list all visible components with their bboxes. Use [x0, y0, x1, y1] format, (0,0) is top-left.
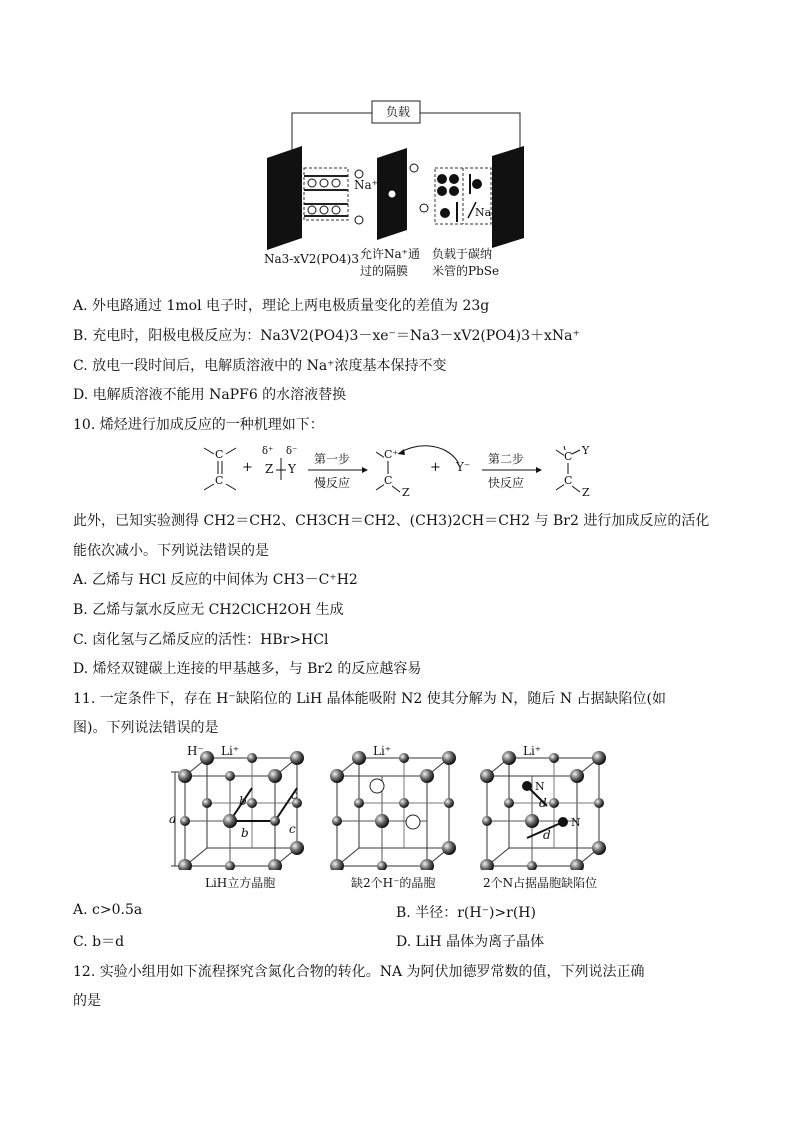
load-label: 负载 — [386, 105, 411, 119]
defect-cell — [330, 751, 456, 870]
option-letter: A. — [73, 572, 88, 588]
product-c-bottom: C — [564, 474, 573, 487]
alkene-c-bottom: C — [215, 474, 224, 487]
membrane-caption-2: 过的隔膜 — [360, 264, 409, 278]
alkene-c-top: C — [215, 448, 224, 461]
option-text: b＝d — [92, 934, 125, 950]
option-text: 乙烯与氯水反应无 CH2ClCH2OH 生成 — [92, 602, 344, 618]
membrane-caption-1: 允许Na⁺通 — [360, 247, 420, 261]
q11-option-a — [73, 902, 142, 918]
reagent-y: Y — [288, 462, 296, 476]
q10-stem: 10. 烯烃进行加成反应的一种机理如下： — [73, 417, 324, 433]
option-letter: B. — [73, 328, 88, 344]
dimension-b-label-2: b — [241, 826, 249, 840]
option-letter: D. — [73, 387, 89, 403]
na-ion-label: Na⁺ — [354, 178, 378, 192]
dimension-a-label: a — [169, 812, 177, 826]
option-text: 烯烃双键碳上连接的甲基越多，与 Br2 的反应越容易 — [92, 661, 422, 677]
plus-sign-1: + — [242, 460, 253, 475]
option-text: 充电时，阳极电极反应为：Na3V2(PO4)3－xe⁻＝Na3－xV2(PO4)3＋xNa⁺ — [92, 328, 580, 344]
product-c-top: C — [564, 450, 573, 463]
option-letter: B. — [73, 602, 88, 618]
left-electrode-caption: Na3-xV2(PO4)3 — [264, 252, 359, 266]
dimension-b-label-1: b — [239, 794, 247, 808]
q12-stem-2: 的是 — [73, 993, 101, 1009]
h-minus-label: H⁻ — [187, 744, 204, 758]
delta-plus: δ⁺ — [262, 446, 274, 457]
crystal-figures — [165, 740, 625, 892]
q9-option-a — [73, 295, 489, 315]
option-text: 放电一段时间后，电解质溶液中的 Na⁺浓度基本保持不变 — [92, 358, 447, 374]
step1-top-label: 第一步 — [314, 452, 351, 466]
dimension-d-label-1: d — [539, 796, 547, 810]
product-y: Y — [582, 444, 590, 457]
option-letter: D. — [396, 934, 412, 950]
dimension-c-label-2: c — [289, 822, 296, 836]
q10-paragraph-2: 能依次减小。下列说法错误的是 — [73, 543, 269, 559]
q10-option-a — [73, 569, 358, 589]
option-letter: C. — [73, 934, 88, 950]
left-electrode — [267, 146, 302, 250]
mechanism-figure — [200, 440, 610, 502]
crystal-caption-2: 缺2个H⁻的晶胞 — [351, 876, 436, 890]
option-text: 电解质溶液不能用 NaPF6 的水溶液替换 — [92, 387, 347, 403]
carbocation-c-top: C⁺ — [384, 448, 399, 461]
step2-top-label: 第二步 — [488, 452, 525, 466]
q10-paragraph-1: 此外，已知实验测得 CH2＝CH2、CH3CH＝CH2、(CH3)2CH＝CH2 与 Br2 进行加成反应的活化 — [73, 513, 710, 529]
li-plus-label-1: Li⁺ — [221, 744, 240, 758]
carbocation-c-bottom: C — [384, 474, 393, 487]
option-letter: A. — [73, 902, 88, 918]
option-text: c>0.5a — [92, 902, 143, 918]
n-label-1: N — [535, 780, 545, 793]
lih-cell — [178, 751, 304, 870]
li-plus-label-2: Li⁺ — [373, 744, 392, 758]
option-text: 卤化氢与乙烯反应的活性：HBr>HCl — [92, 632, 329, 648]
li-plus-label-3: Li⁺ — [523, 744, 542, 758]
option-letter: B. — [396, 905, 411, 921]
step1-bottom-label: 慢反应 — [314, 476, 351, 490]
option-letter: C. — [73, 632, 88, 648]
q9-option-b — [73, 325, 580, 345]
n-label-2: N — [571, 816, 581, 829]
right-electrode — [492, 146, 524, 248]
q11-option-b — [396, 902, 536, 922]
option-letter: C. — [73, 358, 88, 374]
pbse-caption-2: 米管的PbSe — [432, 264, 500, 278]
q10-option-b — [73, 599, 344, 619]
crystal-caption-3: 2个N占据晶胞缺陷位 — [483, 876, 598, 890]
q10-option-c — [73, 629, 328, 649]
q12-stem-1: 12. 实验小组用如下流程探究含氮化合物的转化。NA 为阿伏加德罗常数的值，下列说法正确 — [73, 964, 645, 980]
crystal-caption-1: LiH立方晶胞 — [205, 876, 276, 890]
option-text: 乙烯与 HCl 反应的中间体为 CH3－C⁺H2 — [92, 572, 358, 588]
option-letter: A. — [73, 298, 88, 314]
pbse-caption-1: 负载于碳纳 — [432, 247, 493, 261]
option-text: 外电路通过 1mol 电子时，理论上两电极质量变化的差值为 23g — [92, 298, 490, 314]
step2-bottom-label: 快反应 — [488, 476, 525, 490]
q11-option-d — [396, 931, 544, 951]
nitrogen-cell — [480, 751, 606, 870]
q9-option-c — [73, 355, 447, 375]
crystal-diagram — [165, 740, 625, 870]
option-text: 半径：r(H⁻)>r(H) — [415, 905, 536, 921]
q11-stem-2: 图)。下列说法错误的是 — [73, 720, 219, 736]
reagent-z: Z — [265, 462, 274, 476]
q11-option-c — [73, 931, 124, 951]
q10-option-d — [73, 658, 421, 678]
delta-minus: δ⁻ — [286, 446, 298, 457]
dimension-c-label-1: c — [291, 788, 298, 802]
q9-option-d — [73, 384, 346, 404]
carbocation-z: Z — [402, 486, 410, 499]
y-anion: Y⁻ — [456, 460, 471, 474]
dimension-d-label-2: d — [543, 828, 551, 842]
na-small-label: Na — [475, 206, 492, 219]
q11-stem-1: 11. 一定条件下，存在 H⁻缺陷位的 LiH 晶体能吸附 N2 使其分解为 N，随后 N 占据缺陷位(如 — [73, 691, 667, 707]
plus-sign-2: + — [430, 460, 441, 475]
product-z: Z — [582, 486, 590, 499]
option-text: LiH 晶体为离子晶体 — [415, 934, 545, 950]
option-letter: D. — [73, 661, 89, 677]
